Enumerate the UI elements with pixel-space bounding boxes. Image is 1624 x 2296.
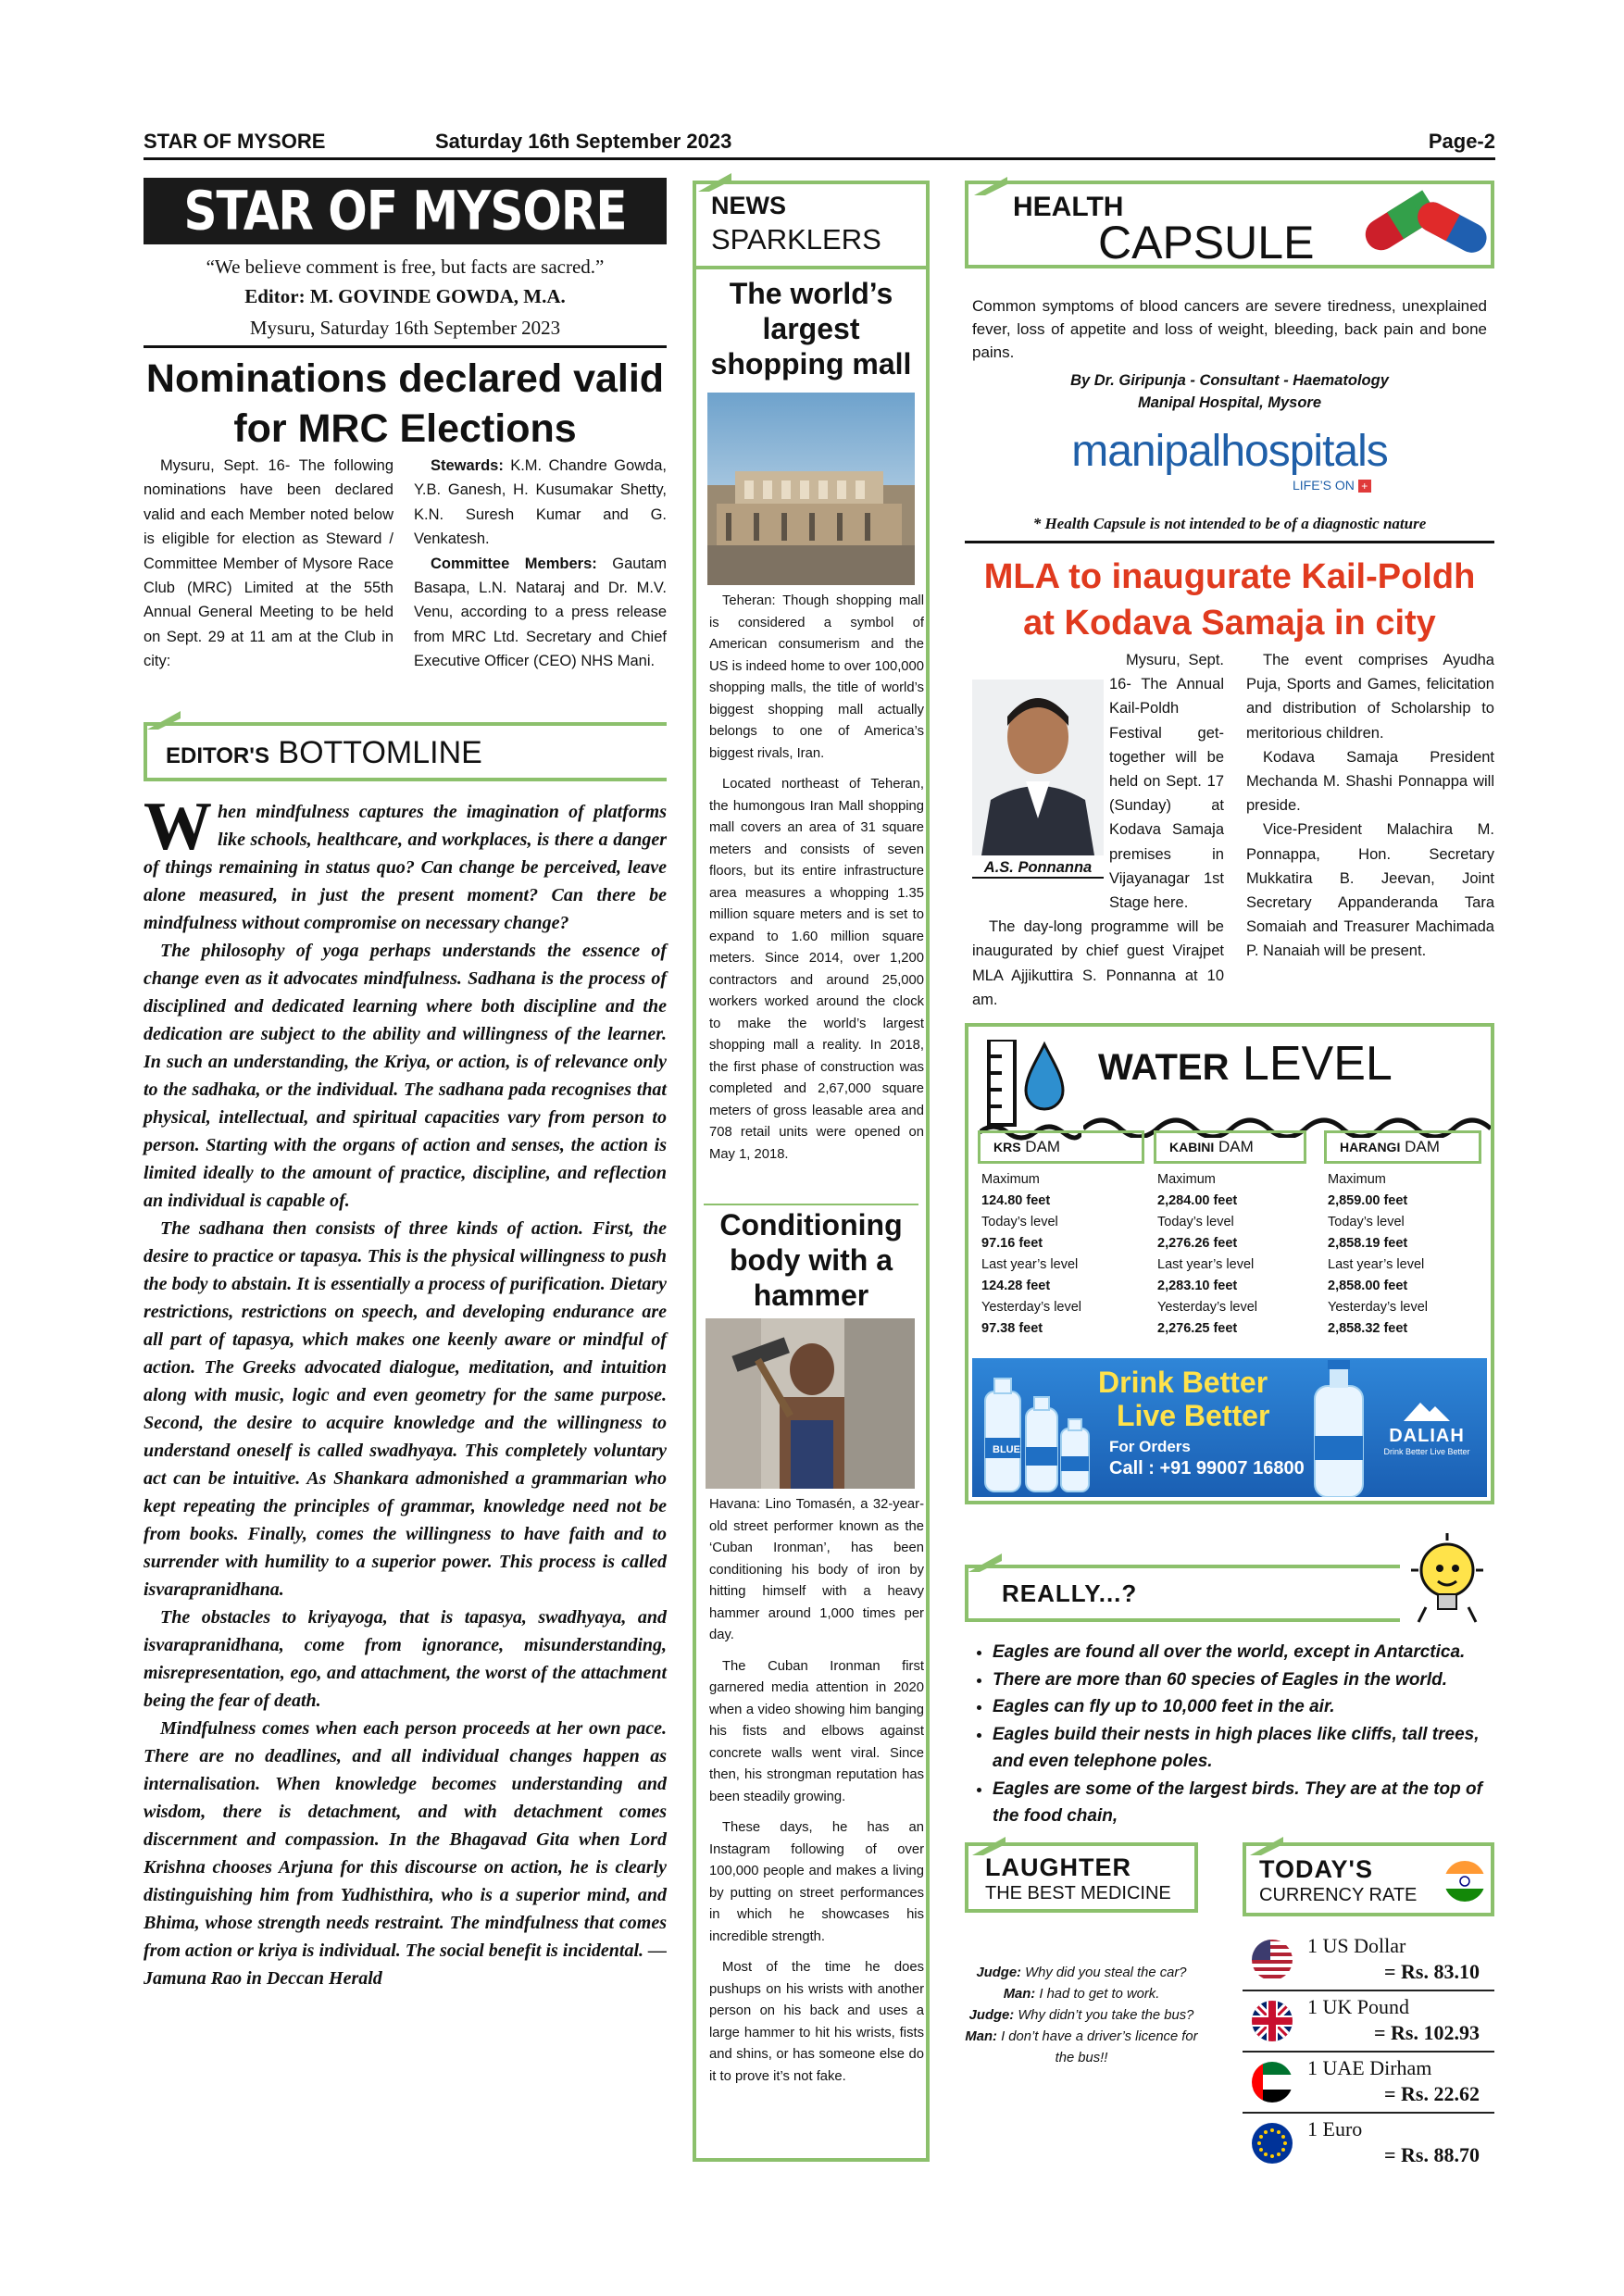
really-label: REALLY...? — [1002, 1579, 1138, 1607]
mall-headline: The world’s largest shopping mall — [710, 277, 912, 381]
mla-p2: The day-long programme will be inaugurated by chief guest Virajpet MLA Ajjikuttira S. Ponnanna at 10 am. — [972, 918, 1224, 1008]
editorial-p3: The sadhana then consists of three kinds of action. First, the desire to practice or tapasya. This is the physical willingness to push the body to abstain. It is essentially a process of purification. Dietary restrictions, restrictions on speech, and developing endurance are all part of tapasya, which makes one keenly aware or mindful of action. The Greeks advocated dialogue, meditation, and intuition along with music, logic and even geometry for the same purpose. Second, the desire to acquire knowledge and the willingness to understand oneself is called swadhyaya. This completely voluntary act can be intuitive. As Shankara admonished a grammarian who kept repeating the principles of grammar, knowledge need not be from books. Finally, comes the willingness to have faith and to surrender with humility to a superior power. This process is called isvarapranidhana. — [144, 1218, 667, 1600]
header-date: Saturday 16th September 2023 — [435, 130, 732, 153]
dam-name-pill — [1324, 1130, 1481, 1164]
water-label-light: LEVEL — [1242, 1037, 1393, 1091]
joke-speaker: Man: — [1003, 1987, 1036, 2002]
currency-row — [1243, 2053, 1494, 2114]
dam-stats — [978, 1169, 1144, 1340]
stat-label: Maximum — [1328, 1172, 1386, 1187]
masthead-title: STAR OF MYSORE — [183, 180, 627, 243]
dam-krs — [978, 1130, 1144, 1340]
uk-flag-icon — [1250, 1999, 1294, 2043]
ad-line-2: Live Better — [1117, 1399, 1270, 1432]
dam-name-rest: DAM — [1218, 1138, 1254, 1155]
joke-speaker: Judge: — [968, 2008, 1015, 2023]
editor-label — [166, 735, 482, 771]
currency-row — [1243, 1991, 1494, 2053]
masthead-motto: “We believe comment is free, but facts are sacred.” — [206, 256, 605, 278]
mla-column-left — [972, 648, 1224, 1008]
usa-flag-icon — [1250, 1938, 1294, 1982]
joke-text: I had to get to work. — [1039, 1987, 1160, 2002]
ad-brand: DALIAH — [1389, 1426, 1465, 1446]
manipal-logo — [965, 426, 1494, 477]
ironman-photo — [706, 1318, 915, 1489]
masthead-banner — [144, 178, 667, 244]
mall-story-rule — [704, 1204, 918, 1205]
mla-p4: Kodava Samaja President Mechanda M. Shashi Ponnappa will preside. — [1246, 748, 1494, 815]
india-flag-icon — [1443, 1859, 1487, 1903]
committee-label: Committee Members: — [431, 555, 597, 572]
really-box-top — [965, 1565, 1400, 1568]
stat-value: 97.38 feet — [981, 1321, 1043, 1336]
mrc-stewards — [414, 454, 667, 552]
health-label-top: HEALTH — [1013, 192, 1124, 222]
editorial-p1-text: hen mindfulness captures the imagination of platforms like schools, healthcare, and workplaces, is there a danger of things remaining in status quo? Can change be perceived, leave alone measured, in just the present moment? Can there be mindfulness without compromise on necessary change? — [144, 802, 667, 933]
news-label-bottom: SPARKLERS — [711, 223, 881, 256]
mall-p2: Located northeast of Teheran, the humongous Iran Mall shopping mall covers an area of 31 square meters and consists of seven floors, but its entire infrastructure area measures a whopping 1.35 million square meters and is set to expand to 1.60 million square meters. Since 2014, over 1,200 contractors and around 25,000 workers worked around the clock to make the world’s largest shopping mall a reality. In 2018, the first phase of construction was completed and 2,67,000 square meters of gross leasable area and 708 retail units were opened on May 1, 2018. — [709, 777, 924, 1162]
water-bottles-icon — [980, 1364, 1094, 1495]
mall-photo — [707, 393, 915, 585]
currency-row — [1243, 1930, 1494, 1991]
header-page-number: Page-2 — [1428, 130, 1495, 153]
dam-name-rest: DAM — [1405, 1138, 1440, 1155]
editor-label-light: BOTTOMLINE — [278, 735, 482, 770]
currency-name: 1 Euro — [1307, 2117, 1363, 2140]
mla-p5: Vice-President Malachira M. Ponnappa, Hon. Secretary Mukkatira B. Jeevan, Joint Secretary Appanderanda Tara Somaiah and Treasurer Machimada P. Nanaiah will be present. — [1246, 821, 1494, 960]
currency-value: = Rs. 22.62 — [1384, 2082, 1480, 2105]
mla-headline: MLA to inaugurate Kail-Poldh at Kodava Samaja in city — [983, 557, 1476, 643]
water-level-frame — [965, 1023, 1494, 1504]
really-label-box — [965, 1565, 1494, 1626]
mla-p3: The event comprises Ayudha Puja, Sports and Games, felicitation and distribution of Scholarship to meritorious children. — [1246, 652, 1494, 742]
currency-list — [1243, 1930, 1494, 2173]
really-box-bottom — [965, 1618, 1400, 1622]
hammer-p4: Most of the time he does pushups on his wrists with another person on his back and uses a large hammer to hit his wrists, fists and shins, or has someone else do it to prove it’s not fake. — [709, 1960, 924, 2084]
dam-name-pill — [978, 1130, 1144, 1164]
currency-label-bottom: CURRENCY RATE — [1259, 1885, 1418, 1905]
stat-label: Yesterday’s level — [1157, 1300, 1258, 1315]
stat-value: 2,858.19 feet — [1328, 1236, 1408, 1251]
stat-label: Last year’s level — [1157, 1257, 1255, 1272]
editorial-p4: The obstacles to kriyayoga, that is tapasya, swadhyaya, and isvarapranidhana, come from ignorance, misunderstanding, misrepresentation, ego, and attachment, the worst of the attachment being the fear of death. — [144, 1607, 667, 1711]
currency-name: 1 UK Pound — [1307, 1995, 1410, 2018]
editorial-p2: The philosophy of yoga perhaps understands the essence of change even as it advocates mindfulness. Sadhana is the process of disciplined and dedicated learning where both discipline and the dedication are subject to the ability and willingness of the learner. In such an understanding, the Kriya, or action, is of relevance only to the sadhaka, or the individual. The sadhana pada recognises that physical, intellectual, and spiritual capacities vary from person to person. Starting with the organs of action and senses, the action is limited ideally to the amount of practice, discipline, and reflection an individual is capable of. — [144, 941, 667, 1211]
mrc-committee — [414, 552, 667, 674]
dam-harangi — [1324, 1130, 1481, 1340]
ad-headline — [1098, 1366, 1269, 1432]
currency-value: = Rs. 88.70 — [1384, 2143, 1480, 2166]
ad-tag: Drink Better Live Better — [1383, 1447, 1470, 1456]
stat-label: Yesterday’s level — [1328, 1300, 1429, 1315]
manipal-logo-b: hospitals — [1220, 427, 1388, 476]
stat-value: 2,276.25 feet — [1157, 1321, 1238, 1336]
corner-tab-icon — [698, 173, 731, 192]
mall-p1: Teheran: Though shopping mall is considered a symbol of American consumerism and the US is indeed home to over 100,000 shopping malls, the title of world’s biggest shopping mall actually belongs to one of America’s biggest rivals, Iran. — [709, 593, 924, 761]
mla-photo-float — [972, 672, 1109, 907]
pill-capsule-icon — [1357, 173, 1494, 266]
health-rule — [965, 541, 1494, 543]
stat-value: 2,284.00 feet — [1157, 1193, 1238, 1208]
mla-p1: Mysuru, Sept. 16- The Annual Kail-Poldh Festival get-together will be held on Sept. 17 (Sunday) at Kodava Samaja premises in Vijayanagar 1st Stage here. — [1109, 652, 1224, 912]
manipal-tag — [1293, 478, 1371, 493]
stat-label: Today’s level — [1328, 1215, 1405, 1229]
stewards-label: Stewards: — [431, 457, 504, 474]
currency-row — [1243, 2114, 1494, 2173]
editorial-body — [144, 789, 668, 1992]
really-list — [972, 1639, 1511, 1830]
really-item: • Eagles are found all over the world, except in Antarctica. — [993, 1639, 1511, 1666]
ad-brand-box — [1376, 1399, 1478, 1456]
dam-stats — [1154, 1169, 1306, 1340]
uae-flag-icon — [1250, 2060, 1294, 2104]
currency-name: 1 US Dollar — [1307, 1934, 1406, 1957]
mrc-headline: Nominations declared valid for MRC Elections — [145, 356, 665, 451]
currency-value: = Rs. 102.93 — [1374, 2021, 1480, 2044]
health-byline-2: Manipal Hospital, Mysore — [1137, 394, 1322, 411]
big-bottle-icon — [1309, 1358, 1368, 1497]
corner-tab-icon — [147, 711, 181, 730]
dam-name-bold: HARANGI — [1340, 1140, 1401, 1154]
editor-box-bottom — [144, 778, 667, 781]
stat-value: 2,859.00 feet — [1328, 1193, 1408, 1208]
stat-value: 97.16 feet — [981, 1236, 1043, 1251]
health-disclaimer: * Health Capsule is not intended to be of a diagnostic nature — [1032, 515, 1427, 532]
dam-stats — [1324, 1169, 1481, 1340]
bottle-label: BLUE — [993, 1444, 1020, 1455]
committee-text: Gautam Basapa, L.N. Nataraj and Dr. M.V. Venu, according to a press release from MRC Ltd. Secretary and Chief Executive Officer (CEO) NHS Mani. — [414, 555, 667, 670]
stat-value: 124.80 feet — [981, 1193, 1051, 1208]
really-item: • Eagles are some of the largest birds. They are at the top of the food chain, — [993, 1776, 1511, 1830]
really-item: • Eagles build their nests in high places like cliffs, tall trees, and even telephone poles. — [993, 1721, 1511, 1776]
plus-icon: + — [1358, 480, 1371, 493]
dam-kabini — [1154, 1130, 1306, 1340]
joke-line — [965, 1984, 1198, 2005]
masthead-editor: Editor: M. GOVINDE GOWDA, M.A. — [244, 285, 566, 307]
editor-box-top — [144, 722, 667, 726]
stat-value: 2,858.32 feet — [1328, 1321, 1408, 1336]
stat-value: 2,858.00 feet — [1328, 1279, 1408, 1293]
currency-label-box — [1243, 1842, 1494, 1916]
dam-name-rest: DAM — [1025, 1138, 1061, 1155]
joke-text: Why didn’t you take the bus? — [1018, 2008, 1194, 2023]
corner-tab-icon — [972, 1837, 1006, 1855]
editor-label-bold: EDITOR'S — [166, 743, 269, 768]
manipal-logo-a: manipal — [1071, 427, 1221, 476]
ad-orders: For Orders — [1109, 1438, 1191, 1455]
really-item: • There are more than 60 species of Eagles in the world. — [993, 1666, 1511, 1694]
hammer-p3: These days, he has an Instagram following of over 100,000 people and makes a living by putting on street performances in which he showcases his incredible strength. — [709, 1820, 924, 1944]
water-gauge-icon — [980, 1040, 1081, 1142]
stat-label: Maximum — [1157, 1172, 1216, 1187]
hammer-story-text — [709, 1494, 924, 2088]
daliah-ad[interactable] — [972, 1358, 1487, 1497]
stat-label: Maximum — [981, 1172, 1040, 1187]
health-byline-1: By Dr. Giripunja - Consultant - Haematology — [1070, 372, 1389, 389]
mrc-right-text — [414, 454, 667, 674]
editorial-p5: Mindfulness comes when each person proceeds at her own pace. There are no deadlines, and all individual changes happen as internalisation. When knowledge becomes understanding and wisdom, there is detachment, and with detachment comes discernment and compassion. In the Bhagavad Gita when Lord Krishna chooses Arjuna for this discourse on action, he is clearly distinguishing him from Yudhisthira, who is a superior mind, and Bhima, whose strength needs restraint. The mindfulness that comes from action or kriya is individual. The social benefit is incidental. — Jamuna Rao in Deccan Herald — [144, 1718, 668, 1989]
masthead-dateline: Mysuru, Saturday 16th September 2023 — [249, 317, 561, 339]
lightbulb-icon — [1407, 1533, 1487, 1626]
stat-label: Today’s level — [981, 1215, 1058, 1229]
header-rule — [144, 157, 1495, 160]
stat-label: Today’s level — [1157, 1215, 1234, 1229]
laughter-label-top: LAUGHTER — [985, 1853, 1131, 1881]
ad-line-1: Drink Better — [1098, 1366, 1268, 1399]
editor-bottomline-box — [144, 722, 667, 781]
currency-value: = Rs. 83.10 — [1384, 1960, 1480, 1983]
water-label-bold: WATER — [1098, 1047, 1230, 1088]
dam-name-bold: KABINI — [1169, 1140, 1215, 1154]
corner-tab-icon — [974, 177, 1007, 195]
masthead-rule — [144, 345, 667, 348]
eu-flag-icon — [1250, 2121, 1294, 2165]
mla-column-right — [1246, 648, 1494, 964]
header-paper-name: STAR OF MYSORE — [144, 130, 326, 153]
joke-line — [965, 1963, 1198, 1984]
joke-text: I don’t have a driver’s licence for the bus!! — [1001, 2029, 1198, 2065]
stat-label: Yesterday’s level — [981, 1300, 1082, 1315]
joke-speaker: Judge: — [976, 1965, 1021, 1980]
joke-line — [965, 2005, 1198, 2027]
corner-tab-icon — [1250, 1837, 1283, 1855]
mall-story-text — [709, 591, 924, 1166]
editorial-dropcap: W — [144, 789, 212, 865]
stewards-text: K.M. Chandre Gowda, Y.B. Ganesh, H. Kusumakar Shetty, K.N. Suresh Kumar and G. Venkatesh. — [414, 457, 667, 548]
health-label-bottom: CAPSULE — [1098, 217, 1315, 268]
hammer-p1: Havana: Lino Tomasén, a 32-year-old street performer known as the ‘Cuban Ironman’, has been conditioning his body of iron by hitting himself with a heavy hammer around 1,000 times per day. — [709, 1497, 924, 1642]
joke-speaker: Man: — [965, 2029, 997, 2044]
dam-name-bold: KRS — [993, 1140, 1021, 1154]
laughter-label-box — [965, 1842, 1198, 1913]
editor-box-left — [144, 722, 147, 781]
stat-label: Last year’s level — [981, 1257, 1079, 1272]
currency-label-top: TODAY'S — [1259, 1855, 1373, 1883]
stat-value: 124.28 feet — [981, 1279, 1051, 1293]
corner-tab-icon — [968, 1554, 1002, 1572]
dam-name-pill — [1154, 1130, 1306, 1164]
hammer-p2: The Cuban Ironman first garnered media attention in 2020 when a video showing him banging his fists and elbows against concrete walls went viral. Since then, his strongman reputation has been steadily growing. — [709, 1658, 924, 1804]
water-label — [1098, 1036, 1393, 1095]
mrc-left-paragraph: Mysuru, Sept. 16- The following nominations have been declared valid and each Member noted below is eligible for election as Steward / Committee Member of Mysore Race Club (MRC) Limited at the 55th Annual General Meeting to be held on Sept. 29 at 11 am at the Club in city: — [144, 457, 394, 670]
hammer-headline: Conditioning body with a hammer — [719, 1208, 903, 1312]
laughter-joke — [965, 1963, 1198, 2069]
really-item: • Eagles can fly up to 10,000 feet in the air. — [993, 1693, 1511, 1721]
mountain-logo-icon — [1404, 1399, 1450, 1421]
manipal-tag-text: LIFE’S ON — [1293, 478, 1355, 493]
laughter-label-bottom: THE BEST MEDICINE — [985, 1883, 1171, 1903]
health-text: Common symptoms of blood cancers are severe tiredness, unexplained fever, loss of appetite and loss of weight, bleeding, back pain and bone pains. — [972, 297, 1487, 361]
currency-name: 1 UAE Dirham — [1307, 2056, 1432, 2079]
health-label-box — [965, 181, 1494, 268]
ponnanna-caption: A.S. Ponnanna — [972, 859, 1104, 879]
news-sparklers-label-box — [693, 181, 930, 269]
editorial-p1 — [144, 789, 667, 937]
really-box-left — [965, 1565, 968, 1622]
mrc-left-text — [144, 454, 394, 674]
ad-call[interactable]: Call : +91 99007 16800 — [1109, 1458, 1305, 1479]
news-label-top: NEWS — [711, 192, 786, 219]
stat-value: 2,283.10 feet — [1157, 1279, 1238, 1293]
stat-label: Last year’s level — [1328, 1257, 1425, 1272]
joke-text: Why did you steal the car? — [1025, 1965, 1187, 1980]
stat-value: 2,276.26 feet — [1157, 1236, 1238, 1251]
joke-line — [965, 2027, 1198, 2069]
